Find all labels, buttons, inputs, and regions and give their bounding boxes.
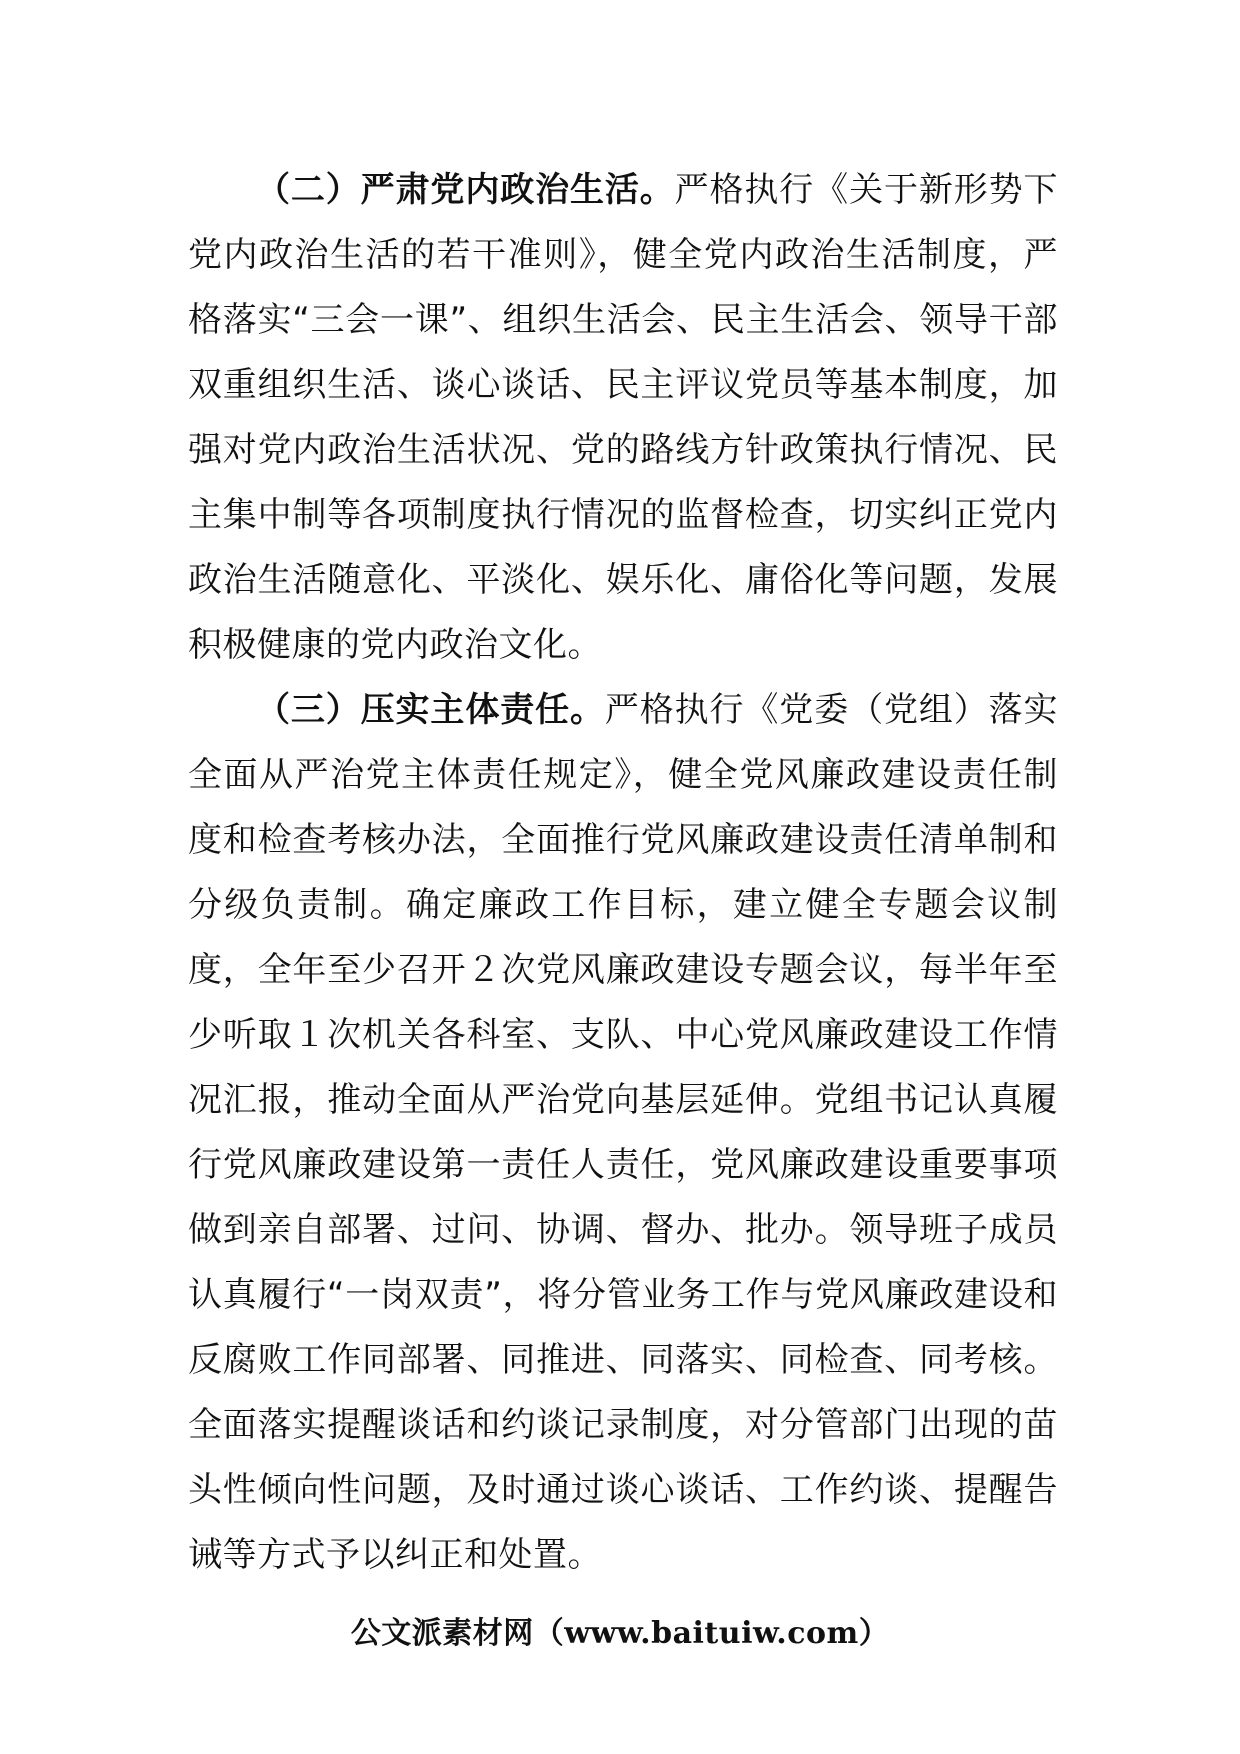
footer-watermark: 公文派素材网（www.baituiw.com） (350, 1616, 890, 1651)
paragraph-heading: （三）压实主体责任。 (256, 690, 605, 730)
paragraph-text: 严格执行《关于新形势下党内政治生活的若干准则》，健全党内政治生活制度，严格落实“三会一课”、组织生活会、民主生活会、领导干部双重组织生活、谈心谈话、民主评议党员等基本制度，加强对党内政治生活状况、党的路线方针政策执行情况、民主集中制等各项制度执行情况的监督检查，切实纠正党内政治生活随意化、平淡化、娱乐化、庸俗化等问题，发展积极健康的党内政治文化。 (188, 170, 1059, 665)
paragraph-main-responsibility (188, 678, 1058, 1588)
document-body (188, 158, 1058, 1588)
paragraph-heading: （二）严肃党内政治生活。 (256, 170, 675, 210)
paragraph-strict-political-life (188, 158, 1058, 678)
paragraph-text: 严格执行《党委（党组）落实全面从严治党主体责任规定》，健全党风廉政建设责任制度和检查考核办法，全面推行党风廉政建设责任清单制和分级负责制。确定廉政工作目标，建立健全专题会议制度，全年至少召开２次党风廉政建设专题会议，每半年至少听取１次机关各科室、支队、中心党风廉政建设工作情况汇报，推动全面从严治党向基层延伸。党组书记认真履行党风廉政建设第一责任人责任，党风廉政建设重要事项做到亲自部署、过问、协调、督办、批办。领导班子成员认真履行“一岗双责”，将分管业务工作与党风廉政建设和反腐败工作同部署、同推进、同落实、同检查、同考核。全面落实提醒谈话和约谈记录制度，对分管部门出现的苗头性倾向性问题，及时通过谈心谈话、工作约谈、提醒告诫等方式予以纠正和处置。 (188, 690, 1059, 1575)
